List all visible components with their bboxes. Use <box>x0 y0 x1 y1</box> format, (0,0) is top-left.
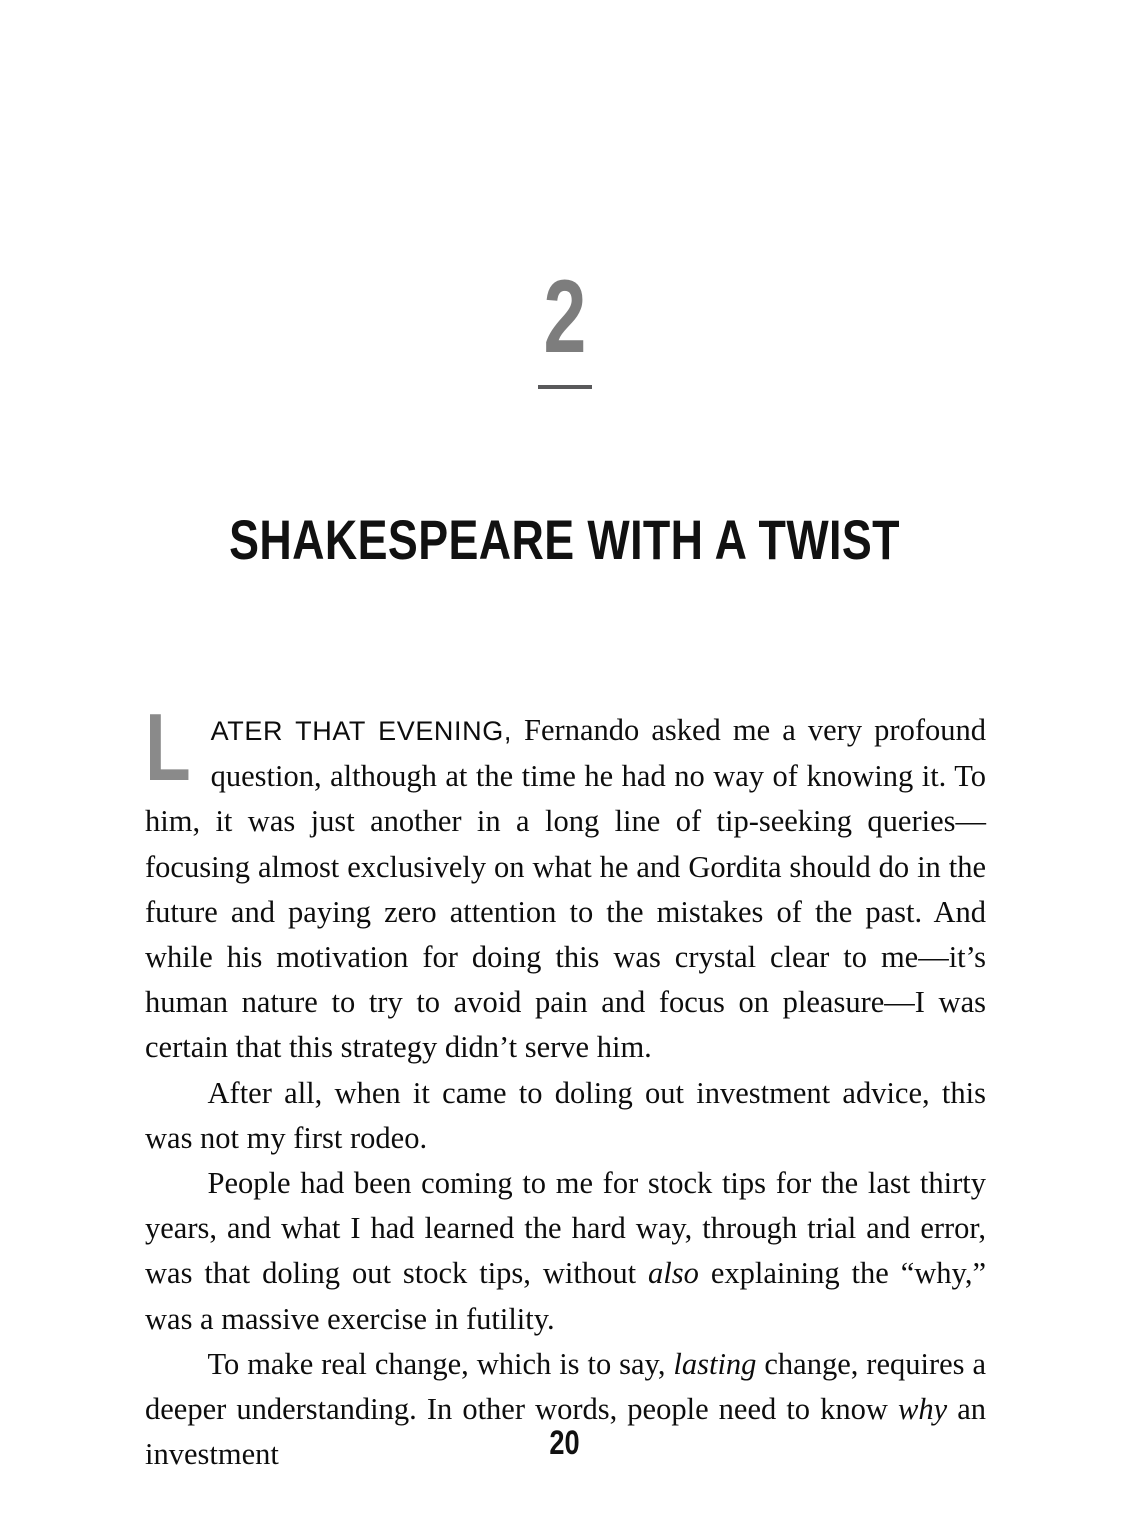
emphasized-text: lasting <box>673 1346 757 1381</box>
body-text-run: an investment <box>145 1392 986 1472</box>
drop-cap: L <box>145 694 191 801</box>
body-text-run: People had been coming to me for stock tips for the last thirty years, and what I had learned the hard way, through trial and error, was that doling out stock tips, without <box>145 1166 986 1291</box>
opening-small-caps: ATER THAT EVENING, <box>210 716 512 746</box>
chapter-number: 2 <box>543 259 586 375</box>
body-paragraph <box>145 694 986 1071</box>
chapter-divider-rule <box>538 385 592 389</box>
body-text-run: To make real change, which is to say, <box>207 1346 674 1381</box>
emphasized-text: why <box>897 1392 948 1427</box>
emphasized-text: also <box>648 1256 699 1291</box>
chapter-title: SHAKESPEARE WITH A TWIST <box>229 507 900 571</box>
body-text-run: explaining the “why,” was a massive exercise in futility. <box>145 1256 986 1336</box>
body-text-run: After all, when it came to doling out investment advice, this was not my first rodeo. <box>145 1075 986 1155</box>
body-text <box>145 694 986 1477</box>
chapter-header <box>0 259 1129 389</box>
body-paragraph <box>145 1161 986 1342</box>
page-number: 20 <box>549 1424 580 1462</box>
body-paragraph <box>145 1071 986 1161</box>
body-text-run: Fernando asked me a very profound question, although at the time he had no way of knowing it. To him, it was just another in a long line of tip-seeking queries—focusing almost exclusively on what he and Gordita should do in the future and paying zero attention to the mistakes of the past. And while his motivation for doing this was crystal clear to me—it’s human nature to try to avoid pain and focus on pleasure—I was certain that this strategy didn’t serve him. <box>145 713 986 1065</box>
body-text-run: change, requires a deeper understanding. In other words, people need to know <box>145 1346 986 1427</box>
